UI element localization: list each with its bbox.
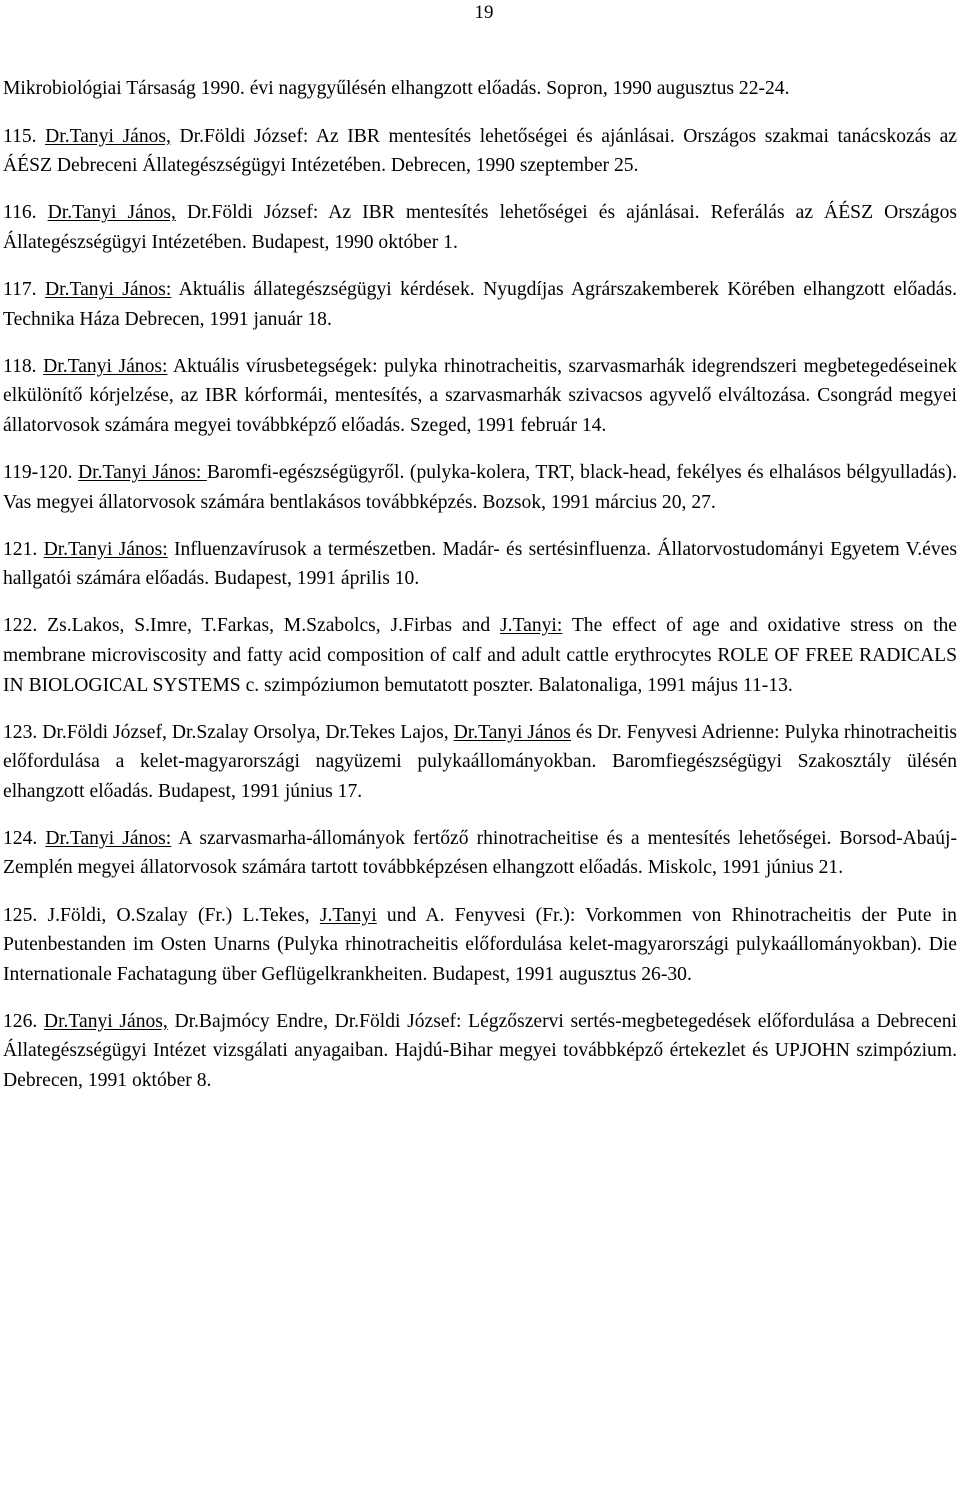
entry-text: Vorkommen von Rhinotracheitis der Pute in Putenbestanden im Osten Unarns (Pulyka rhinotracheitis előfordulása kelet-magyarországi pulykaállományokban). Die Internationale Fachatagung über Geflügelkrankheiten. Budapest, 1991 augusztus 26-30. bbox=[3, 904, 957, 985]
entry-119-120 bbox=[3, 458, 957, 517]
entry-authors: Dr.Földi József: bbox=[179, 125, 309, 147]
entry-author-underlined: Dr.Tanyi János: bbox=[43, 538, 168, 560]
entry-continuation bbox=[3, 74, 957, 104]
entry-author-underlined: Dr.Tanyi János bbox=[453, 721, 571, 743]
entry-number: 121. bbox=[3, 538, 38, 560]
entry-118 bbox=[3, 352, 957, 441]
entry-number: 124. bbox=[3, 827, 38, 849]
entry-text: Aktuális állategészségügyi kérdések. Nyugdíjas Agrárszakemberek Körében elhangzott előadás. Technika Háza Debrecen, 1991 január 18. bbox=[3, 278, 958, 330]
entry-author-underlined: Dr.Tanyi János: bbox=[45, 278, 172, 300]
entry-123 bbox=[3, 718, 957, 807]
entry-text: Influenzavírusok a természetben. Madár- és sertésinfluenza. Állatorvostudományi Egyetem V.éves hallgatói számára előadás. Budapest, 1991 április 10. bbox=[3, 538, 957, 590]
entry-authors: Zs.Lakos, S.Imre, T.Farkas, M.Szabolcs, J.Firbas and bbox=[47, 615, 491, 637]
publication-list bbox=[3, 74, 957, 1113]
entry-number: 117. bbox=[3, 278, 37, 300]
entry-text: Légzőszervi sertés-megbetegedések előfordulása a Debreceni Állategészségügyi Intézet vizsgálati anyagaiban. Hajdú-Bihar megyei továbbképző értekezlet és UPJOHN szimpózium. Debrecen, 1991 október 8. bbox=[3, 1010, 957, 1092]
entry-text: The effect of age and oxidative stress on the membrane microviscosity and fatty acid composition of calf and adult cattle erythrocytes ROLE OF FREE RADICALS IN BIOLOGICAL SYSTEMS c. szimpóziumon bemutatott poszter. Balatonaliga, 1991 május 11-13. bbox=[3, 615, 958, 696]
entry-number: 118. bbox=[3, 355, 37, 377]
entry-text: Az IBR mentesítés lehetőségei és ajánlásai. Országos szakmai tanácskozás az ÁÉSZ Debreceni Állategészségügyi Intézetében. Debrecen, 1990 szeptember 25. bbox=[3, 125, 957, 177]
entry-number: 125. bbox=[3, 904, 38, 926]
entry-author-underlined: J.Tanyi: bbox=[500, 615, 563, 637]
entry-text: Aktuális vírusbetegségek: pulyka rhinotracheitis, szarvasmarhák idegrendszeri megbetegedéseinek elkülönítő kórjelzése, az IBR kórformái, mentesítés, a szarvasmarhák szivacsos agyvelő elváltozása. Csongrád megyei állatorvosok számára megyei továbbképző előadás. Szeged, 1991 február 14. bbox=[3, 355, 957, 436]
entry-117 bbox=[3, 275, 957, 334]
entry-authors: és Dr. Fenyvesi Adrienne: bbox=[575, 721, 780, 743]
entry-author-underlined: Dr.Tanyi János, bbox=[43, 1010, 168, 1032]
entry-115 bbox=[3, 122, 957, 181]
entry-116 bbox=[3, 198, 957, 257]
entry-number: 119-120. bbox=[3, 461, 73, 483]
entry-number: 123. bbox=[3, 721, 38, 743]
entry-121 bbox=[3, 535, 957, 594]
entry-number: 116. bbox=[3, 202, 37, 224]
entry-text: Pulyka rhinotracheitis előfordulása a kelet-magyarországi nagyüzemi pulykaállományokban. Baromfiegészségügyi Szakosztály ülésén elhangzott előadás. Budapest, 1991 június 17. bbox=[3, 721, 958, 802]
entry-text: Mikrobiológiai Társaság 1990. évi nagygyűlésén elhangzott előadás. Sopron, 1990 augusztus 22-24. bbox=[3, 78, 790, 99]
entry-authors: J.Földi, O.Szalay (Fr.) L.Tekes, bbox=[47, 904, 310, 926]
page-number: 19 bbox=[474, 2, 494, 23]
entry-authors: Dr.Bajmócy Endre, Dr.Földi József: bbox=[174, 1010, 462, 1032]
entry-author-underlined: Dr.Tanyi János, bbox=[45, 125, 171, 147]
entry-number: 126. bbox=[3, 1010, 38, 1032]
entry-author-underlined: Dr.Tanyi János, bbox=[47, 202, 176, 224]
entry-125 bbox=[3, 901, 957, 990]
entry-author-underlined: Dr.Tanyi János: bbox=[43, 355, 168, 377]
entry-number: 115. bbox=[3, 125, 37, 147]
entry-author-underlined: J.Tanyi bbox=[319, 904, 377, 926]
entry-author-underlined: Dr.Tanyi János: bbox=[45, 827, 172, 849]
entry-authors: und A. Fenyvesi (Fr.): bbox=[386, 904, 576, 926]
entry-authors: Dr.Földi József: bbox=[186, 202, 319, 224]
entry-text: Baromfi-egészségügyről. (pulyka-kolera, TRT, black-head, fekélyes és elhalásos bélgyulladás). Vas megyei állatorvosok számára bentlakásos továbbképzés. Bozsok, 1991 március 20, 27. bbox=[3, 461, 957, 513]
entry-author-underlined: Dr.Tanyi János: bbox=[78, 461, 207, 483]
entry-text: Az IBR mentesítés lehetőségei és ajánlásai. Referálás az ÁÉSZ Országos Állategészségügyi Intézetében. Budapest, 1990 október 1. bbox=[3, 202, 957, 253]
entry-authors: Dr.Földi József, Dr.Szalay Orsolya, Dr.Tekes Lajos, bbox=[42, 721, 449, 743]
entry-text: A szarvasmarha-állományok fertőző rhinotracheitise és a mentesítés lehetőségei. Borsod-Abaúj-Zemplén megyei állatorvosok számára tartott továbbképzésen elhangzott előadás. Miskolc, 1991 június 21. bbox=[3, 827, 958, 879]
entry-number: 122. bbox=[3, 615, 38, 637]
entry-126 bbox=[3, 1007, 957, 1096]
entry-124 bbox=[3, 824, 957, 883]
entry-122 bbox=[3, 611, 957, 700]
